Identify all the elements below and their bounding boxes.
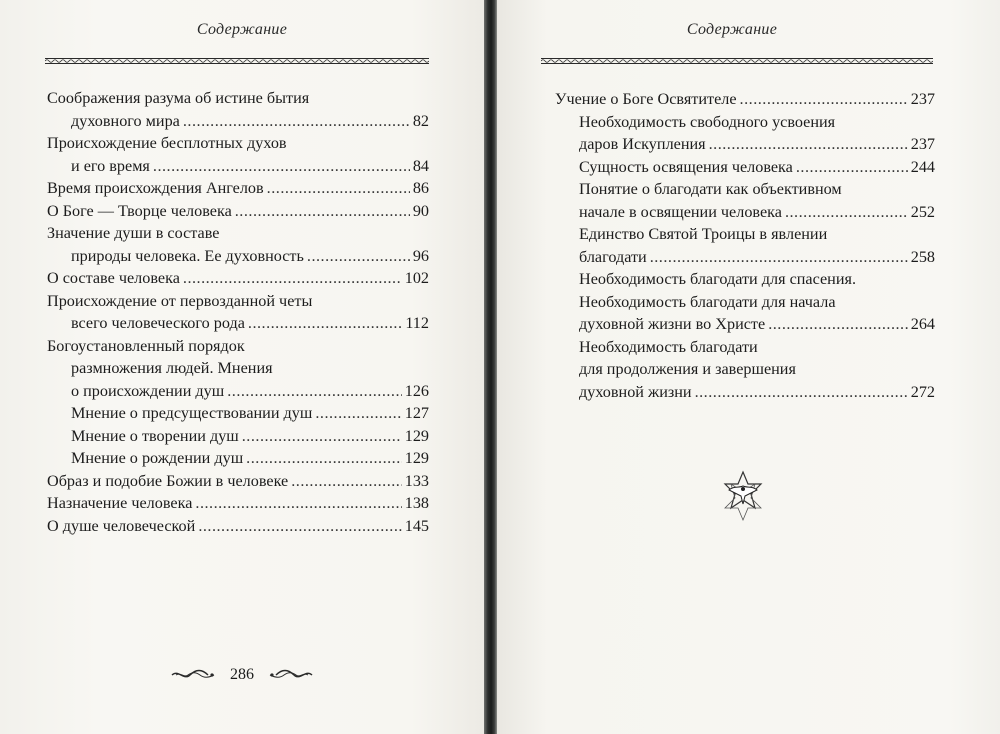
running-head-left: Содержание — [196, 21, 288, 38]
dot-leader — [153, 155, 410, 178]
running-head-right: Содержание — [686, 21, 778, 38]
dot-leader — [307, 245, 410, 268]
dot-leader — [709, 133, 908, 156]
toc-entry-title: природы человека. Ее духовность — [71, 246, 304, 265]
toc-entry-line — [47, 470, 429, 493]
toc-entry-line — [579, 201, 935, 224]
toc-entry-line — [47, 515, 429, 538]
dot-leader — [248, 312, 402, 335]
toc-page-number: 96 — [412, 246, 429, 265]
toc-list-left — [47, 87, 429, 537]
toc-entry-line — [47, 335, 429, 358]
vine-ornament-icon — [170, 669, 216, 681]
toc-entry-line — [579, 336, 935, 359]
toc-entry-line — [579, 268, 935, 291]
toc-entry-line — [47, 87, 429, 110]
left-page — [0, 0, 484, 734]
toc-entry-title: Сущность освящения человека — [579, 157, 793, 176]
toc-entry-line — [579, 313, 935, 336]
toc-entry-line — [47, 290, 429, 313]
toc-entry-title: Необходимость благодати — [579, 337, 758, 356]
toc-entry-line — [579, 381, 935, 404]
toc-entry-title: Назначение человека — [47, 494, 193, 512]
toc-entry-line — [47, 110, 429, 133]
toc-page-number: 237 — [910, 135, 935, 153]
toc-page-number: 264 — [910, 315, 935, 333]
toc-entry-title: Происхождение от первозданной четы — [47, 291, 313, 310]
toc-page-number: 82 — [412, 111, 429, 130]
dot-leader — [740, 88, 908, 111]
toc-page-number: 127 — [404, 404, 429, 422]
toc-entry-title: Соображения разума об истине бытия — [47, 89, 310, 107]
toc-entry-line — [47, 357, 429, 380]
toc-entry-title: О душе человеческой — [47, 516, 196, 535]
toc-page-number: 252 — [910, 202, 935, 221]
toc-entry-title: всего человеческого рода — [71, 314, 245, 332]
dot-leader — [267, 177, 410, 200]
toc-entry-title: Значение души в составе — [47, 224, 220, 242]
toc-entry-title: Необходимость благодати для начала — [579, 292, 836, 311]
toc-entry-title: о происхождении душ — [71, 381, 225, 400]
toc-page-number: 145 — [404, 516, 429, 535]
toc-entry — [555, 178, 935, 223]
toc-entry-line — [47, 267, 429, 290]
toc-page-number: 129 — [404, 449, 429, 467]
toc-entry-title: даров Искупления — [579, 135, 706, 153]
toc-entry-line — [47, 245, 429, 268]
toc-entry-title: Единство Святой Троицы в явлении — [579, 225, 828, 243]
toc-entry-title: духовной жизни — [579, 382, 692, 401]
toc-entry-title: Образ и подобие Божии в человеке — [47, 471, 289, 490]
toc-entry — [555, 223, 935, 268]
toc-entry-line — [555, 88, 935, 111]
toc-entry — [47, 447, 429, 470]
toc-entry — [47, 177, 429, 200]
dot-leader — [291, 470, 402, 493]
toc-page-number: 86 — [412, 179, 429, 197]
ornamental-rule-right — [541, 57, 933, 65]
dot-leader — [235, 200, 410, 223]
toc-entry — [47, 222, 429, 267]
toc-entry-line — [47, 312, 429, 335]
dot-leader — [242, 425, 402, 448]
toc-entry-title: Учение о Боге Освятителе — [555, 90, 737, 108]
right-page — [497, 0, 1000, 734]
toc-entry-line — [579, 246, 935, 269]
toc-page-number: 102 — [404, 269, 429, 287]
toc-page-number: 90 — [412, 201, 429, 220]
toc-entry-title: размножения людей. Мнения — [71, 359, 273, 377]
toc-entry-line — [579, 291, 935, 314]
toc-page-number: 244 — [910, 157, 935, 176]
dot-leader — [195, 492, 401, 515]
toc-entry — [47, 200, 429, 223]
ornamental-rule-left — [45, 57, 429, 65]
dot-leader — [768, 313, 908, 336]
toc-entry-title: Мнение о рождении душ — [71, 449, 244, 467]
toc-entry-line — [47, 177, 429, 200]
toc-entry-line — [47, 492, 429, 515]
toc-entry-line — [579, 223, 935, 246]
toc-page-number: 84 — [412, 156, 429, 175]
toc-entry — [47, 335, 429, 403]
toc-entry-line — [47, 155, 429, 178]
toc-page-number: 138 — [404, 494, 429, 512]
toc-entry-title: и его время — [71, 156, 150, 175]
dot-leader — [650, 246, 908, 269]
toc-entry-title: начале в освящении человека — [579, 202, 782, 221]
toc-entry-line — [579, 178, 935, 201]
toc-page-number: 112 — [405, 314, 429, 332]
toc-entry — [555, 156, 935, 179]
toc-entry — [47, 87, 429, 132]
toc-entry — [47, 492, 429, 515]
toc-entry — [47, 290, 429, 335]
toc-entry-title: Время происхождения Ангелов — [47, 179, 264, 197]
toc-entry-title: Понятие о благодати как объективном — [579, 180, 842, 198]
page-number: 286 — [230, 666, 254, 683]
toc-entry — [47, 132, 429, 177]
toc-entry-line — [71, 425, 429, 448]
toc-page-number: 126 — [404, 381, 429, 400]
toc-entry-title: О составе человека — [47, 269, 180, 287]
toc-entry-title: Мнение о творении душ — [71, 426, 239, 445]
page-footer-left — [0, 666, 484, 684]
book-gutter — [484, 0, 497, 734]
toc-entry-line — [71, 447, 429, 470]
toc-page-number: 133 — [404, 471, 429, 490]
toc-page-number: 258 — [910, 247, 935, 266]
toc-entry-line — [579, 133, 935, 156]
toc-entry-title: Богоустановленный порядок — [47, 336, 245, 355]
toc-entry-line — [47, 200, 429, 223]
dot-leader — [183, 110, 410, 133]
toc-entry-line — [71, 402, 429, 425]
toc-entry — [47, 267, 429, 290]
toc-entry-title: духовного мира — [71, 111, 180, 130]
toc-entry-line — [579, 358, 935, 381]
toc-page-number: 272 — [910, 382, 935, 401]
dove-in-star-icon — [721, 470, 765, 522]
toc-entry-line — [47, 380, 429, 403]
toc-entry — [555, 111, 935, 156]
toc-entry — [555, 88, 935, 111]
toc-entry — [47, 470, 429, 493]
toc-list-right — [555, 88, 935, 403]
toc-entry — [555, 336, 935, 404]
dot-leader — [796, 156, 908, 179]
toc-entry-title: Происхождение бесплотных духов — [47, 134, 287, 152]
toc-page-number: 129 — [404, 426, 429, 445]
toc-entry-line — [579, 111, 935, 134]
toc-entry-line — [579, 156, 935, 179]
dot-leader — [695, 381, 908, 404]
dot-leader — [198, 515, 401, 538]
toc-entry-line — [47, 132, 429, 155]
dot-leader — [227, 380, 401, 403]
toc-entry — [47, 515, 429, 538]
toc-entry-title: Мнение о предсуществовании душ — [71, 404, 313, 422]
toc-entry-title: О Боге — Творце человека — [47, 201, 232, 220]
toc-entry — [555, 268, 935, 336]
dot-leader — [315, 402, 401, 425]
dot-leader — [785, 201, 908, 224]
vine-ornament-icon — [268, 669, 314, 681]
toc-entry-title: благодати — [579, 247, 647, 266]
toc-entry — [47, 402, 429, 425]
toc-page-number: 237 — [910, 90, 935, 108]
toc-entry — [47, 425, 429, 448]
toc-entry-title: духовной жизни во Христе — [579, 315, 766, 333]
dot-leader — [183, 267, 402, 290]
dot-leader — [246, 447, 402, 470]
toc-entry-title: Необходимость благодати для спасения. — [579, 270, 856, 288]
toc-entry-title: для продолжения и завершения — [579, 360, 796, 378]
toc-entry-line — [47, 222, 429, 245]
toc-entry-title: Необходимость свободного усвоения — [579, 112, 836, 131]
